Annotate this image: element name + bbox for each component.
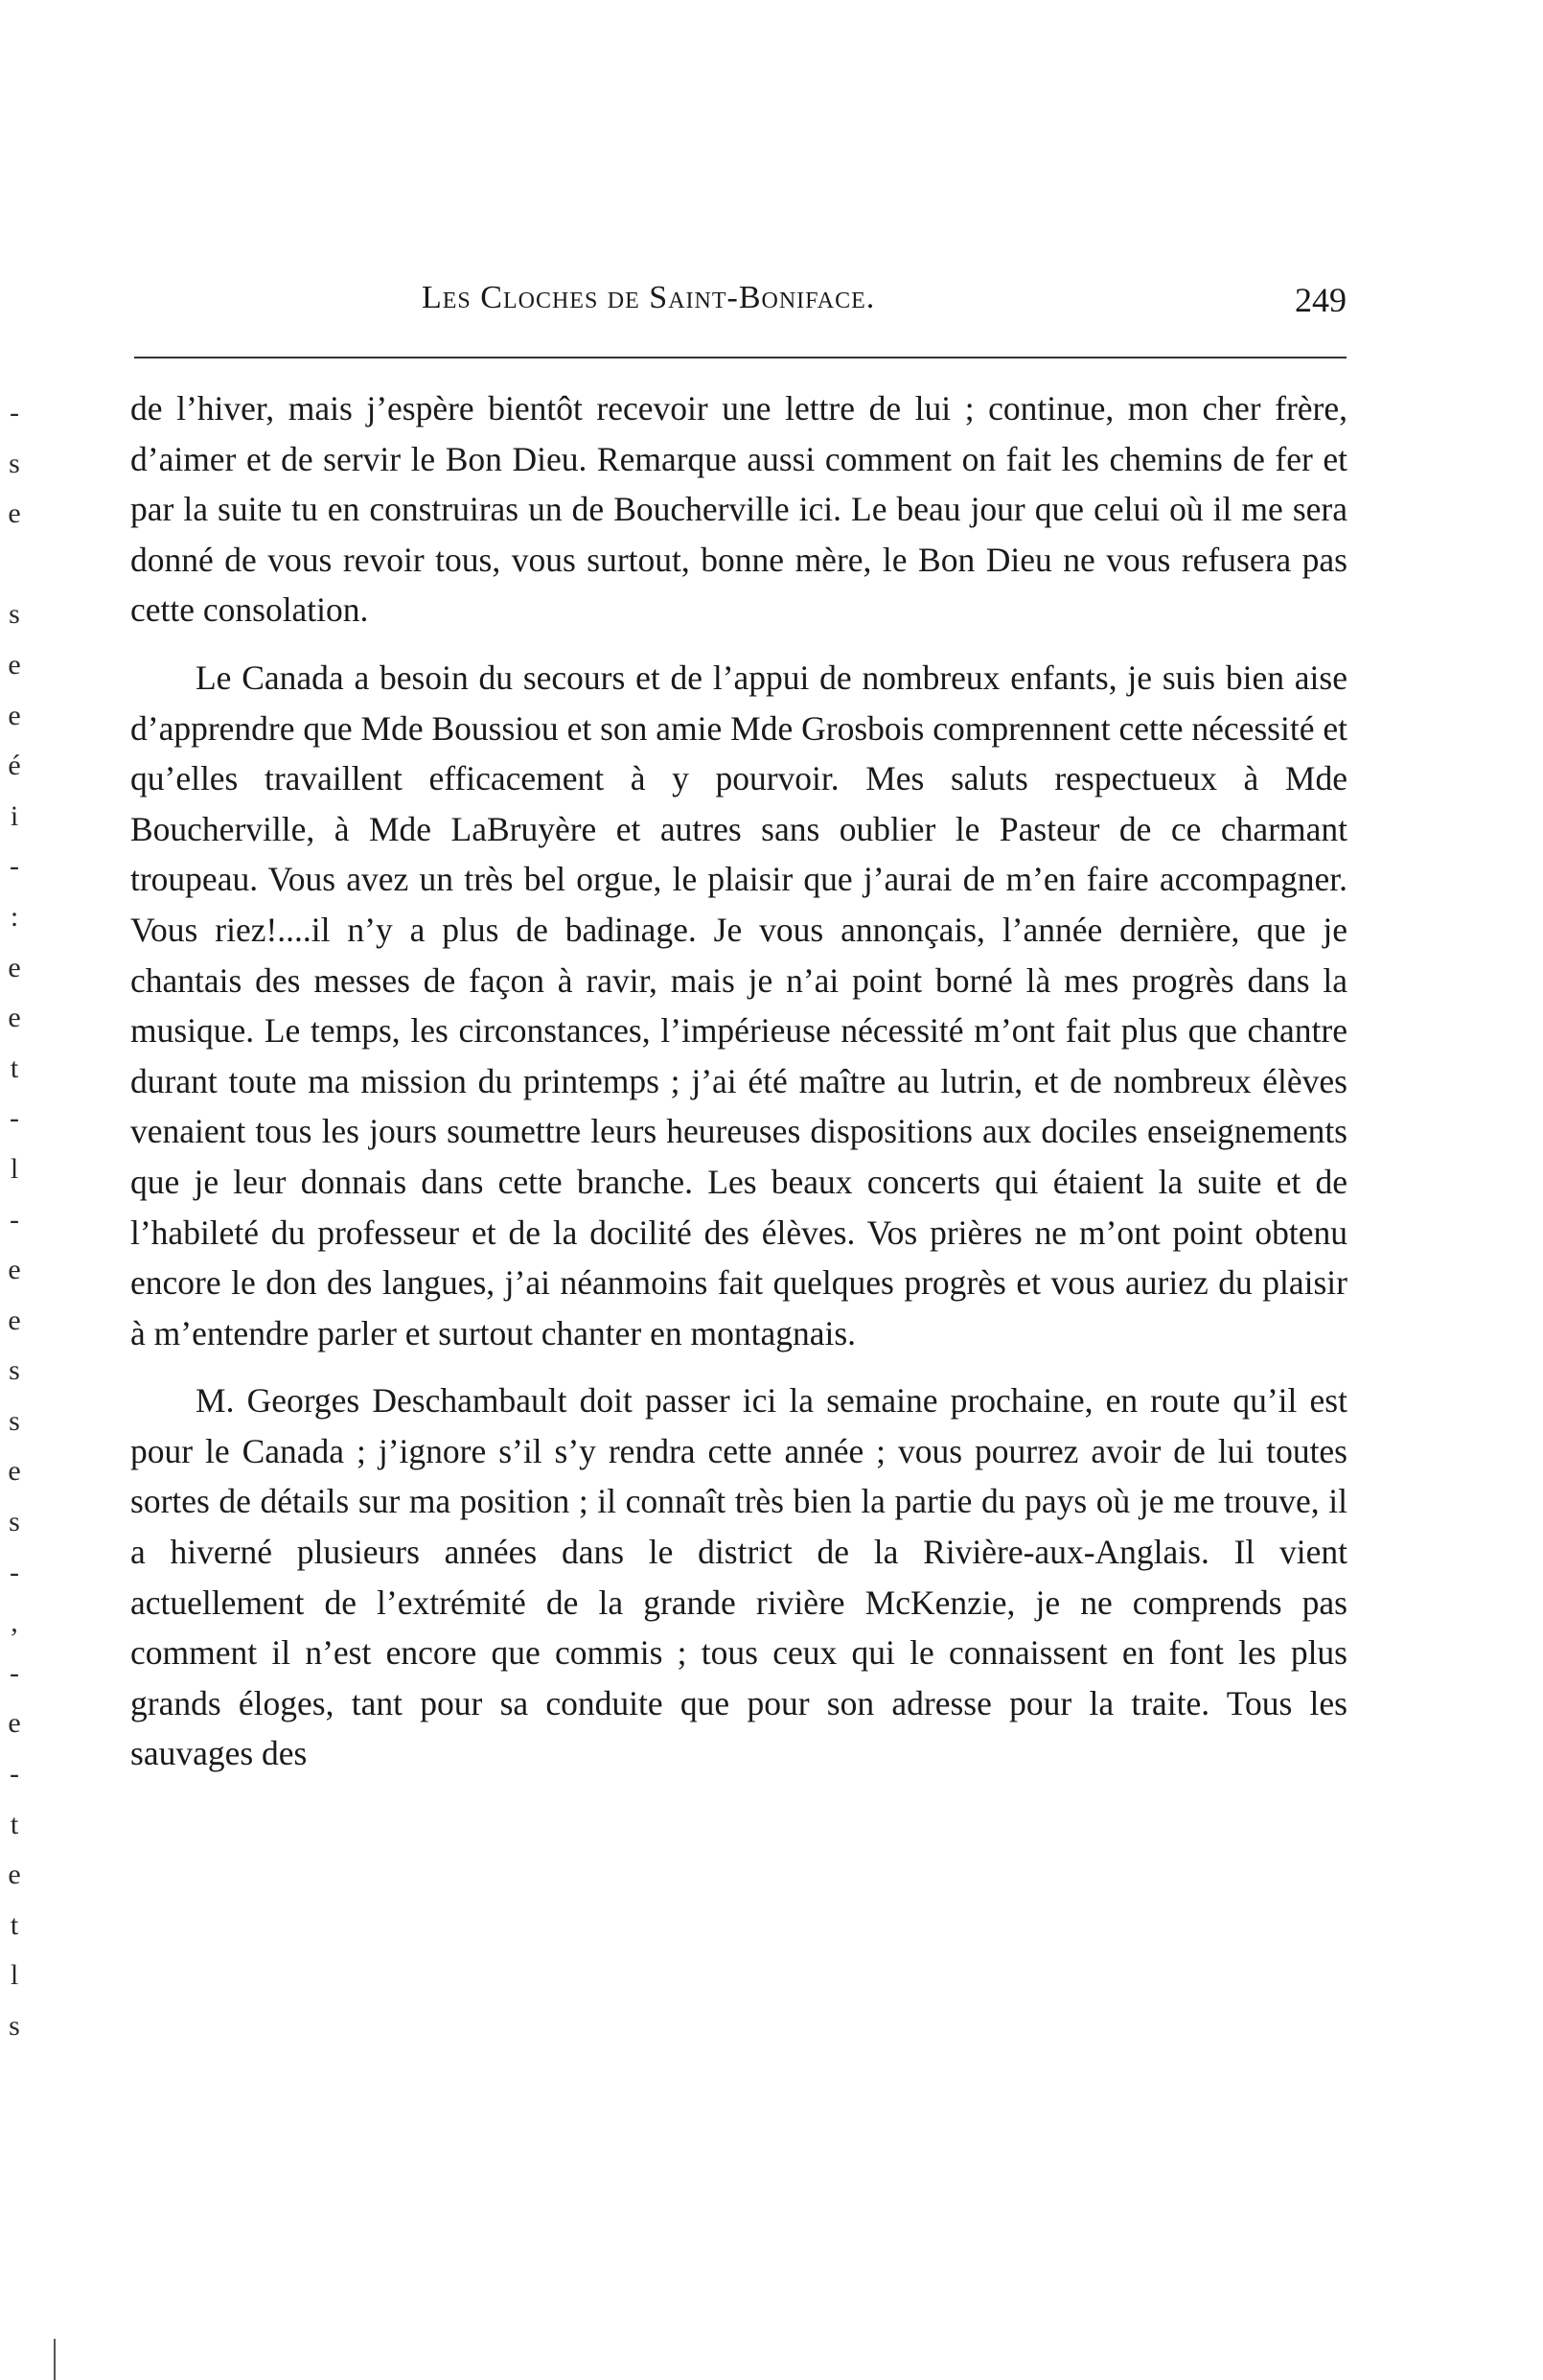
margin-char: ,	[11, 1606, 18, 1639]
facing-page-margin	[2, 388, 27, 2052]
margin-char: s	[9, 447, 20, 479]
margin-char	[2, 540, 27, 590]
margin-char: l	[10, 1152, 19, 1185]
margin-char: e	[8, 1707, 21, 1740]
paragraph-3: M. Georges Deschambault doit passer ici la semaine prochaine, en route qu’il est pour le Canada ; j’ignore s’il s’y rendra cette année ; vous pourrez avoir de lui toutes sortes de détails sur ma position ; il connaît très bien la partie du pays où je me trouve, il a hiverné plusieurs années dans le district de la Rivière-aux-Anglais. Il vient actuellement de l’extrémité de la grande rivière McKenzie, je ne comprends pas comment il n’est encore que commis ; tous ceux qui le connaissent en font les plus grands éloges, tant pour sa conduite que pour son adresse pour la traite. Tous les sauvages des	[130, 1381, 1347, 1773]
margin-char: -	[10, 1203, 19, 1236]
margin-char: e	[8, 1859, 21, 1891]
margin-char: e	[8, 497, 21, 530]
margin-char: e	[8, 1304, 21, 1336]
margin-char: -	[10, 1656, 19, 1689]
margin-char: :	[10, 900, 19, 933]
margin-char: l	[10, 1959, 19, 1992]
margin-char: é	[8, 750, 21, 782]
margin-char: s	[9, 1506, 20, 1538]
page-number: 249	[1295, 281, 1347, 319]
margin-char: e	[8, 1455, 21, 1488]
margin-char: e	[8, 699, 21, 731]
margin-char: t	[10, 1908, 19, 1941]
header-rule	[134, 357, 1347, 358]
margin-char: e	[8, 1254, 21, 1286]
margin-char: -	[10, 1556, 19, 1588]
margin-char: s	[9, 2010, 20, 2042]
body-text	[130, 383, 1347, 1796]
margin-char: s	[9, 1404, 20, 1437]
margin-char: -	[10, 1758, 19, 1791]
margin-char: e	[8, 951, 21, 983]
paragraph-2: Le Canada a besoin du secours et de l’appui de nombreux enfants, je suis bien aise d’apprendre que Mde Boussiou et son amie Mde Grosbois comprennent cette nécessité et qu’elles travaillent efficacement à y pourvoir. Mes saluts respectueux à Mde Boucherville, à Mde LaBruyère et autres sans oublier le Pasteur de ce charmant troupeau. Vous avez un très bel orgue, le plaisir que j’aurai de m’en faire accompagner. Vous riez!....il n’y a plus de badinage. Je vous annonçais, l’année dernière, que je chantais des messes de façon à ravir, mais je n’ai point borné là mes progrès dans la musique. Le temps, les circonstances, l’impérieuse nécessité m’ont fait plus que chantre durant toute ma mission du printemps ; j’ai été maître au lutrin, et de nombreux élèves venaient tous les jours soumettre leurs heureuses dispositions aux dociles enseignements que je leur donnais dans cette branche. Les beaux concerts qui étaient la suite et de l’habileté du professeur et de la docilité des élèves. Vos prières ne m’ont point obtenu encore le don des langues, j’ai néanmoins fait quelques progrès et vous auriez du plaisir à m’entendre parler et surtout chanter en montagnais.	[130, 658, 1347, 1352]
page-edge-mark	[54, 2339, 56, 2380]
margin-char: e	[8, 648, 21, 681]
paragraph-1: de l’hiver, mais j’espère bientôt recevoir une lettre de lui ; continue, mon cher frère, d’aimer et de servir le Bon Dieu. Remarque aussi comment on fait les chemins de fer et par la suite tu en construiras un de Boucherville ici. Le beau jour que celui où il me sera donné de vous revoir tous, vous surtout, bonne mère, le Bon Dieu ne vous refusera pas cette consolation.	[130, 389, 1347, 630]
margin-char: t	[10, 1808, 19, 1840]
margin-char: t	[10, 1051, 19, 1084]
margin-char: -	[10, 850, 19, 883]
margin-char: e	[8, 1002, 21, 1034]
margin-char: -	[10, 1102, 19, 1135]
margin-char: -	[10, 397, 19, 428]
margin-char: s	[9, 598, 20, 631]
running-title: Les Cloches de Saint-Boniface.	[422, 280, 876, 315]
margin-char: s	[9, 1354, 20, 1387]
page-header	[134, 280, 1347, 337]
margin-char: i	[10, 799, 19, 832]
